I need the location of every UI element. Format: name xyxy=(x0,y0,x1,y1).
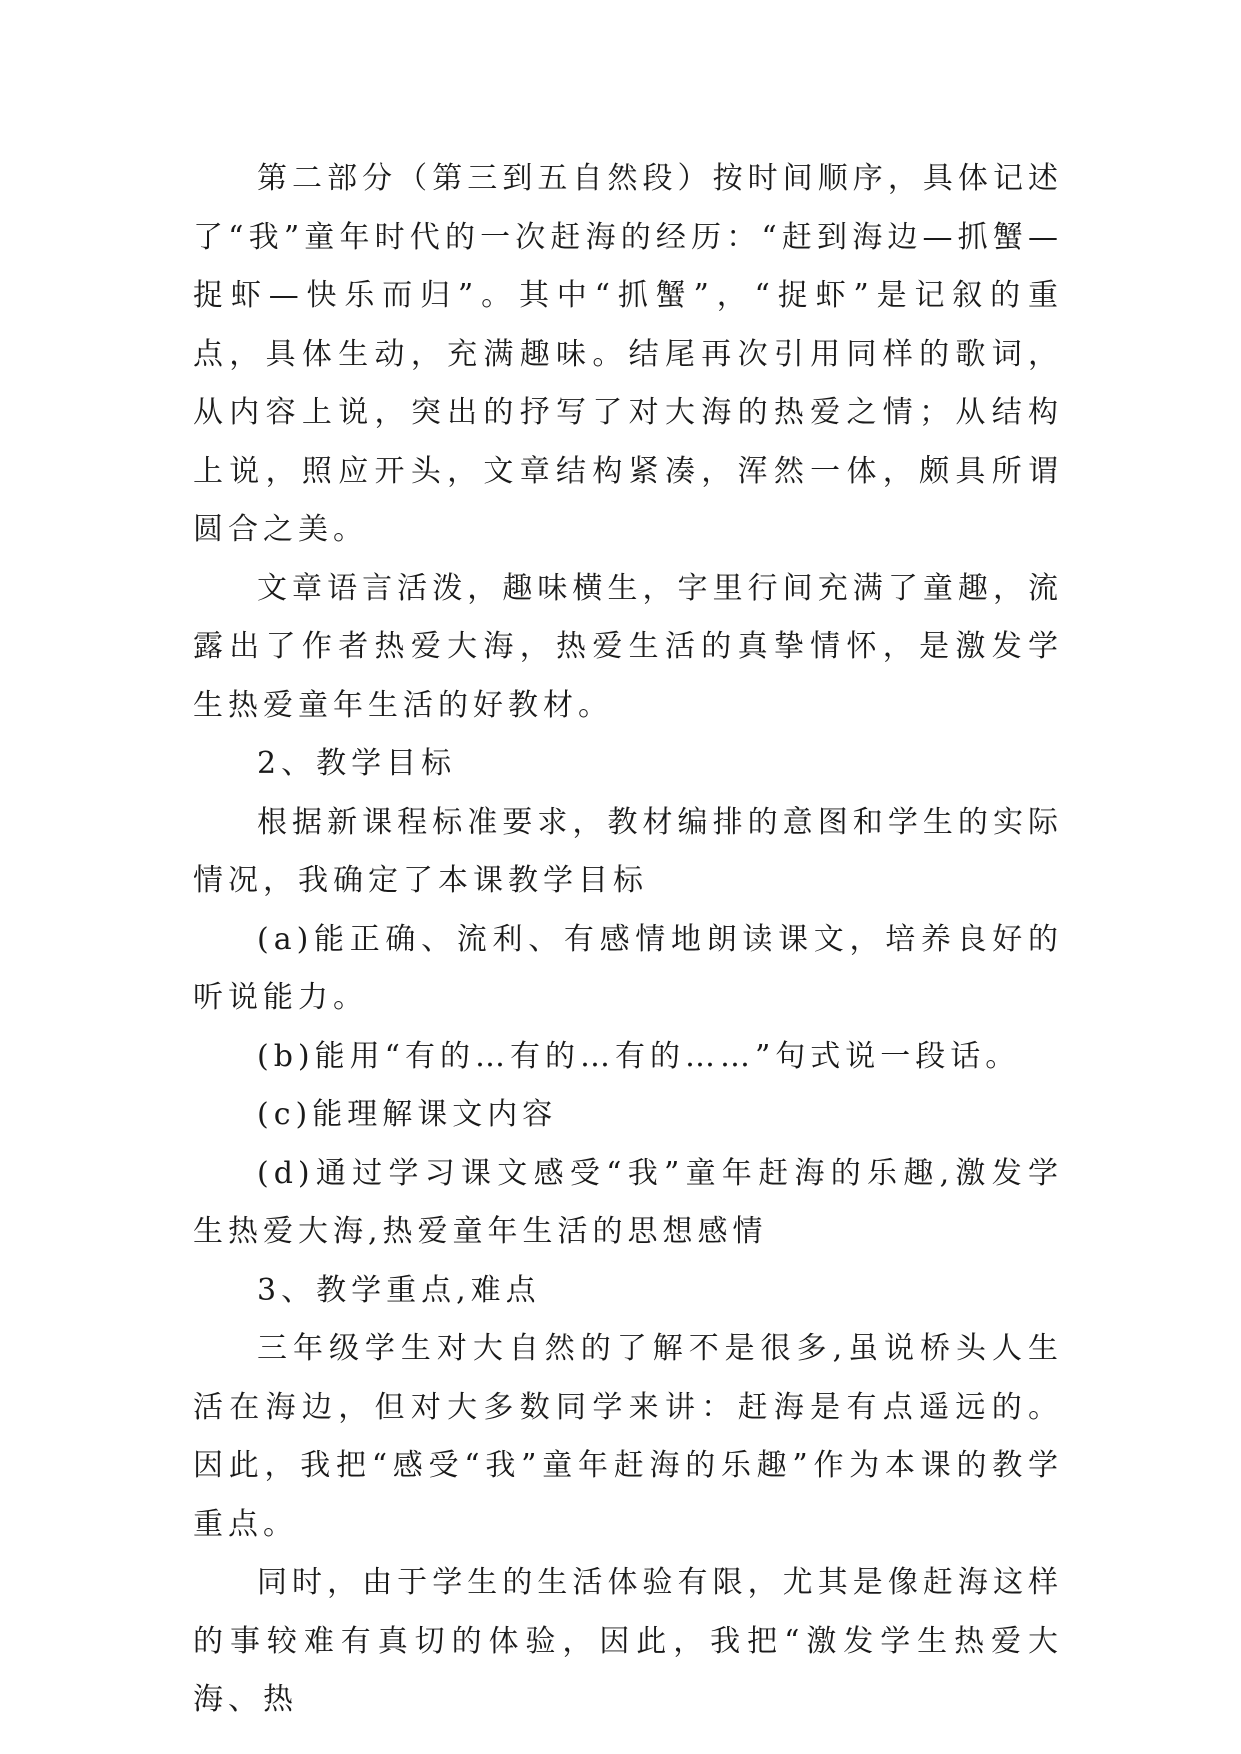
paragraph-key-point: 三年级学生对大自然的了解不是很多,虽说桥头人生活在海边，但对大多数同学来讲：赶海是有点遥远的。因此，我把“感受“我”童年赶海的乐趣”作为本课的教学重点。 xyxy=(193,1331,1063,1542)
paragraph-language: 文章语言活泼，趣味横生，字里行间充满了童趣，流露出了作者热爱大海，热爱生活的真挚情怀，是激发学生热爱童年生活的好教材。 xyxy=(193,570,1063,723)
paragraph-difficulty: 同时，由于学生的生活体验有限，尤其是像赶海这样的事较难有真切的体验，因此，我把“激发学生热爱大海、热 xyxy=(193,1565,1063,1717)
goal-item-a: (a)能正确、流利、有感情地朗读课文，培养良好的听说能力。 xyxy=(193,921,1063,1015)
paragraph-part-two: 第二部分（第三到五自然段）按时间顺序，具体记述了“我”童年时代的一次赶海的经历：“赶到海边—抓蟹—捉虾—快乐而归”。其中“抓蟹”，“捉虾”是记叙的重点，具体生动，充满趣味。结尾再次引用同样的歌词，从内容上说，突出的抒写了对大海的热爱之情；从结构上说，照应开头，文章结构紧凑，浑然一体，颇具所谓圆合之美。 xyxy=(193,161,1063,547)
heading-teaching-goals: 2、教学目标 xyxy=(257,746,457,781)
goal-item-d: (d)通过学习课文感受“我”童年赶海的乐趣,激发学生热爱大海,热爱童年生活的思想感情 xyxy=(193,1155,1063,1249)
paragraph-goals-intro: 根据新课程标准要求，教材编排的意图和学生的实际情况，我确定了本课教学目标 xyxy=(193,804,1063,898)
heading-key-points: 3、教学重点,难点 xyxy=(257,1272,541,1308)
goal-item-c: (c)能理解课文内容 xyxy=(257,1097,558,1132)
goal-item-b: (b)能用“有的…有的…有的……”句式说一段话。 xyxy=(257,1038,1021,1074)
document-body xyxy=(193,150,1063,1730)
